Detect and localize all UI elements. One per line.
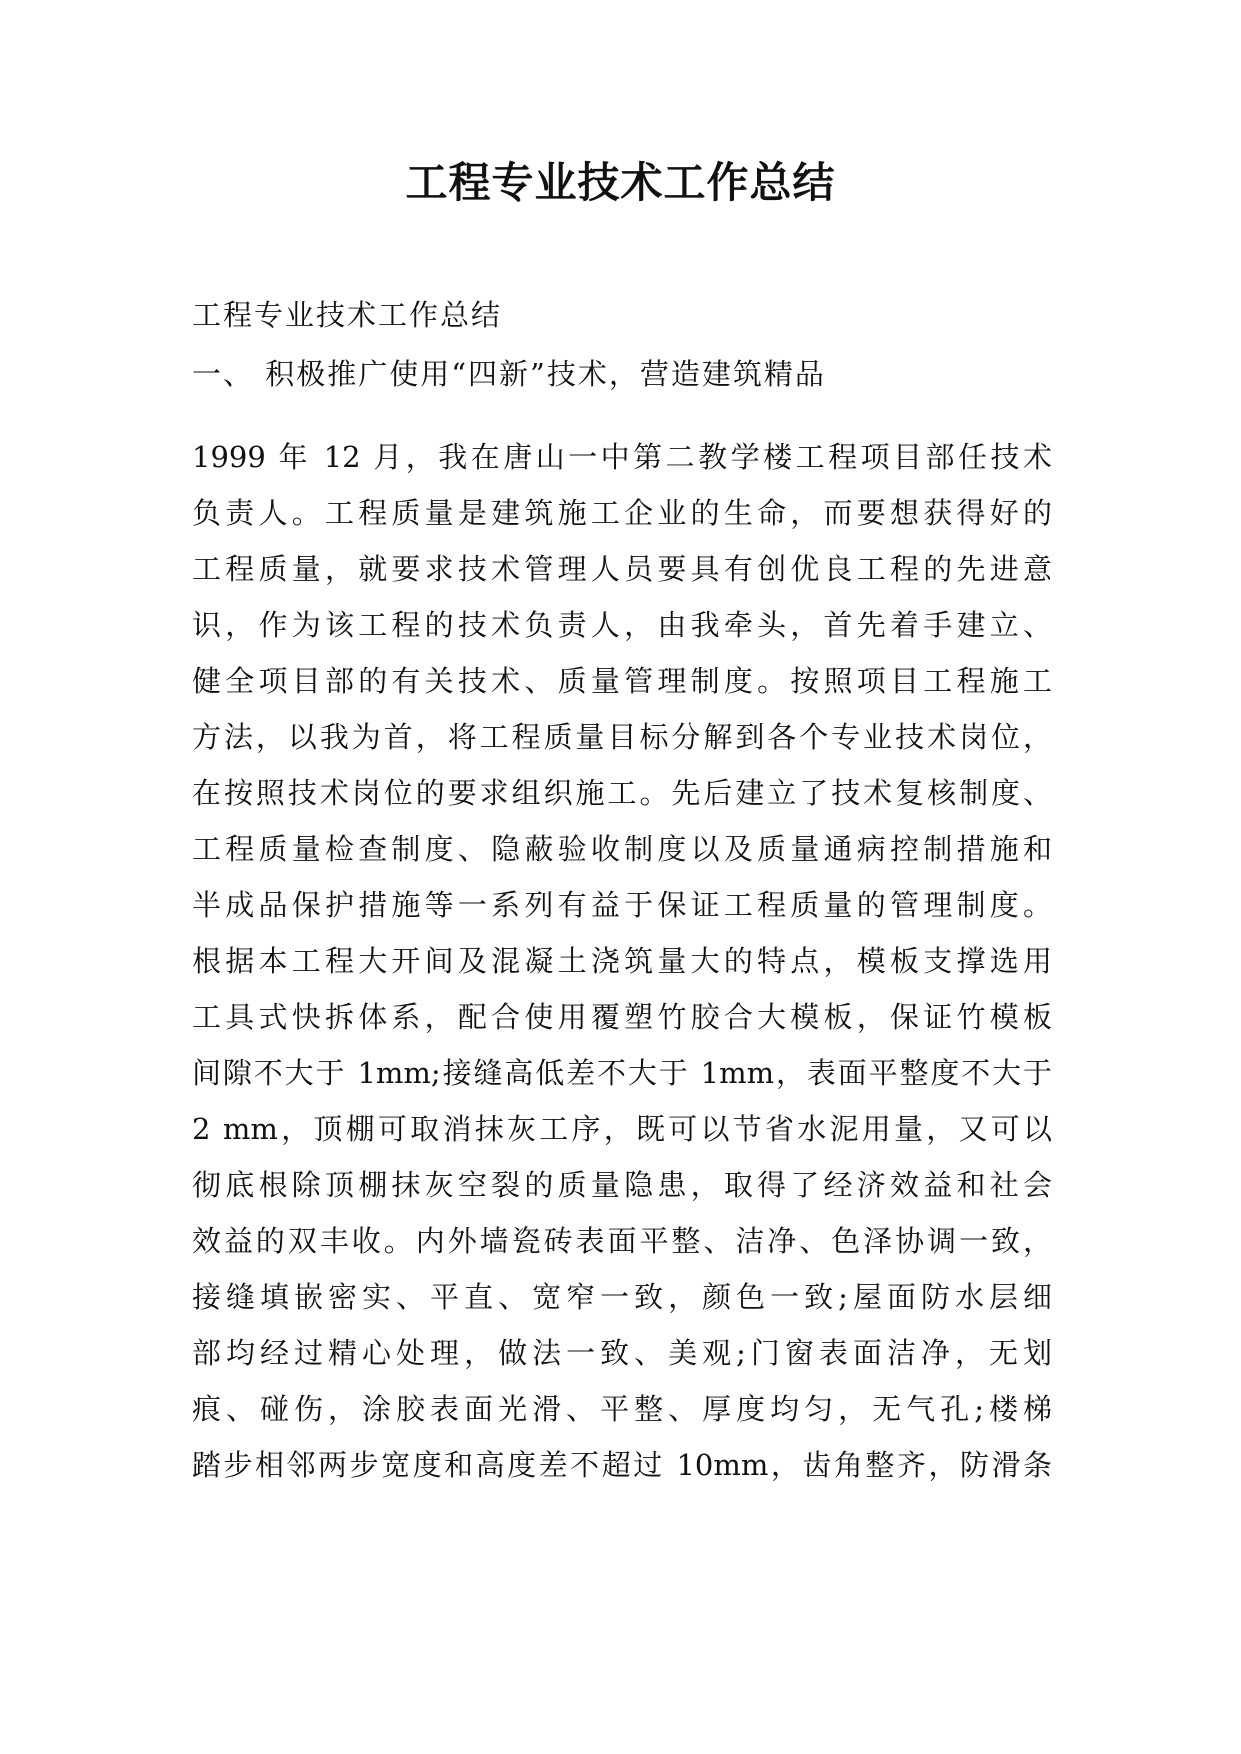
body-line: 在按照技术岗位的要求组织施工。先后建立了技术复核制度、 <box>192 776 1052 810</box>
body-line: 部均经过精心处理，做法一致、美观;门窗表面洁净，无划 <box>192 1336 1052 1370</box>
document-title: 工程专业技术工作总结 <box>405 158 836 207</box>
section-heading: 一、 积极推广使用“四新”技术，营造建筑精品 <box>192 357 826 391</box>
body-line: 接缝填嵌密实、平直、宽窄一致，颜色一致;屋面防水层细 <box>192 1280 1052 1314</box>
body-line: 工程质量检查制度、隐蔽验收制度以及质量通病控制措施和 <box>192 832 1052 866</box>
body-line: 工具式快拆体系，配合使用覆塑竹胶合大模板，保证竹模板 <box>192 1000 1052 1034</box>
body-line: 健全项目部的有关技术、质量管理制度。按照项目工程施工 <box>192 664 1052 698</box>
body-line: 工程质量，就要求技术管理人员要具有创优良工程的先进意 <box>192 552 1052 586</box>
body-line: 方法，以我为首，将工程质量目标分解到各个专业技术岗位， <box>192 720 1052 754</box>
body-line: 彻底根除顶棚抹灰空裂的质量隐患，取得了经济效益和社会 <box>192 1168 1052 1202</box>
body-line: 踏步相邻两步宽度和高度差不超过 10mm，齿角整齐，防滑条 <box>192 1448 1052 1482</box>
body-line: 效益的双丰收。内外墙瓷砖表面平整、洁净、色泽协调一致， <box>192 1224 1052 1258</box>
body-line: 半成品保护措施等一系列有益于保证工程质量的管理制度。 <box>192 888 1052 922</box>
body-line: 负责人。工程质量是建筑施工企业的生命，而要想获得好的 <box>192 496 1052 530</box>
body-line: 2 mm，顶棚可取消抹灰工序，既可以节省水泥用量，又可以 <box>192 1112 1052 1146</box>
body-line: 1999 年 12 月，我在唐山一中第二教学楼工程项目部任技术 <box>192 440 1052 474</box>
body-line: 间隙不大于 1mm;接缝高低差不大于 1mm，表面平整度不大于 <box>192 1056 1052 1090</box>
body-line: 痕、碰伤，涂胶表面光滑、平整、厚度均匀，无气孔;楼梯 <box>192 1392 1052 1426</box>
body-line: 识，作为该工程的技术负责人，由我牵头，首先着手建立、 <box>192 608 1052 642</box>
body-line: 根据本工程大开间及混凝土浇筑量大的特点，模板支撑选用 <box>192 944 1052 978</box>
document-subtitle: 工程专业技术工作总结 <box>192 298 503 332</box>
